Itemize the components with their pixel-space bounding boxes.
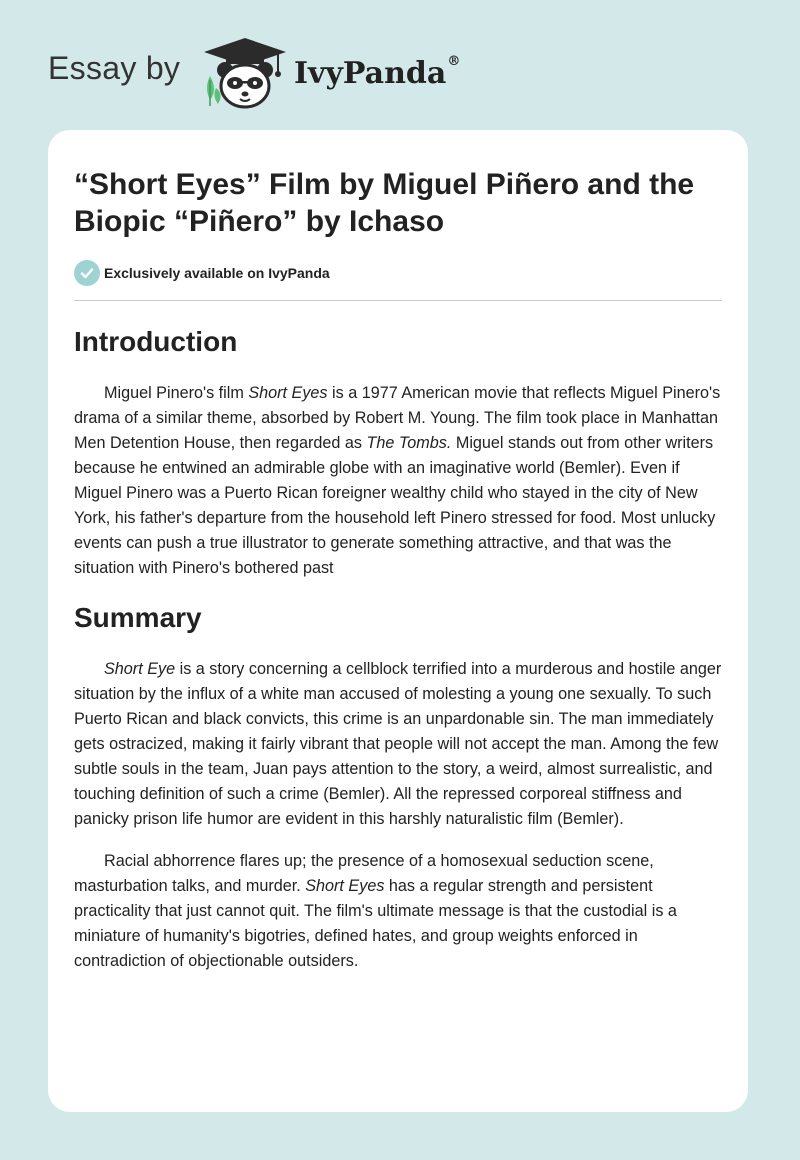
essay-by-label: Essay by	[48, 50, 181, 86]
brand-name[interactable]: IvyPanda®	[294, 54, 461, 91]
panda-graduate-icon	[202, 36, 288, 112]
section-heading-introduction: Introduction	[74, 326, 238, 357]
essay-card	[48, 130, 748, 1112]
divider	[74, 300, 722, 301]
badge-text: Exclusively available on IvyPanda	[104, 265, 330, 281]
paragraph: Short Eye is a story concerning a cellblock terrified into a murderous and hostile anger situation by the influx of a white man accused of molesting a young one sexually. To such Puerto Rican and black convicts, this crime is an unpardonable sin. The man immediately gets ostracized, making it fairly vibrant that people will not accept the man. Among the few subtle souls in the team, Juan pays attention to the story, a weird, almost surrealistic, and touching definition of such a crime (Bemler). All the repressed corporeal stiffness and panicky prison life humor are evident in this harshly naturalistic film (Bemler).	[74, 660, 722, 828]
registered-mark: ®	[447, 54, 461, 69]
site-header	[48, 36, 748, 116]
essay-title: “Short Eyes” Film by Miguel Piñero and the Biopic “Piñero” by Ichaso	[74, 168, 695, 238]
check-circle-icon	[74, 260, 100, 286]
exclusive-badge	[74, 260, 722, 286]
paragraph: Miguel Pinero's film Short Eyes is a 1977 American movie that reflects Miguel Pinero's drama of a similar theme, absorbed by Robert M. Young. The film took place in Manhattan Men Detention House, then regarded as The Tombs. Miguel stands out from other writers because he entwined an admirable globe with an imaginative world (Bemler). Even if Miguel Pinero was a Puerto Rican foreigner wealthy child who stayed in the city of New York, his father's departure from the household left Pinero stressed for food. Most unlucky events can push a true illustrator to generate something attractive, and that was the situation with Pinero's bothered past	[74, 384, 721, 577]
paragraph: Racial abhorrence flares up; the presence of a homosexual seduction scene, masturbation talks, and murder. Short Eyes has a regular strength and persistent practicality that just cannot quit. The film's ultimate message is that the custodial is a miniature of humanity's bigotries, defined hates, and group weights enforced in contradiction of objectionable outsiders.	[74, 852, 677, 970]
essay-content	[74, 166, 722, 974]
section-heading-summary: Summary	[74, 602, 202, 633]
